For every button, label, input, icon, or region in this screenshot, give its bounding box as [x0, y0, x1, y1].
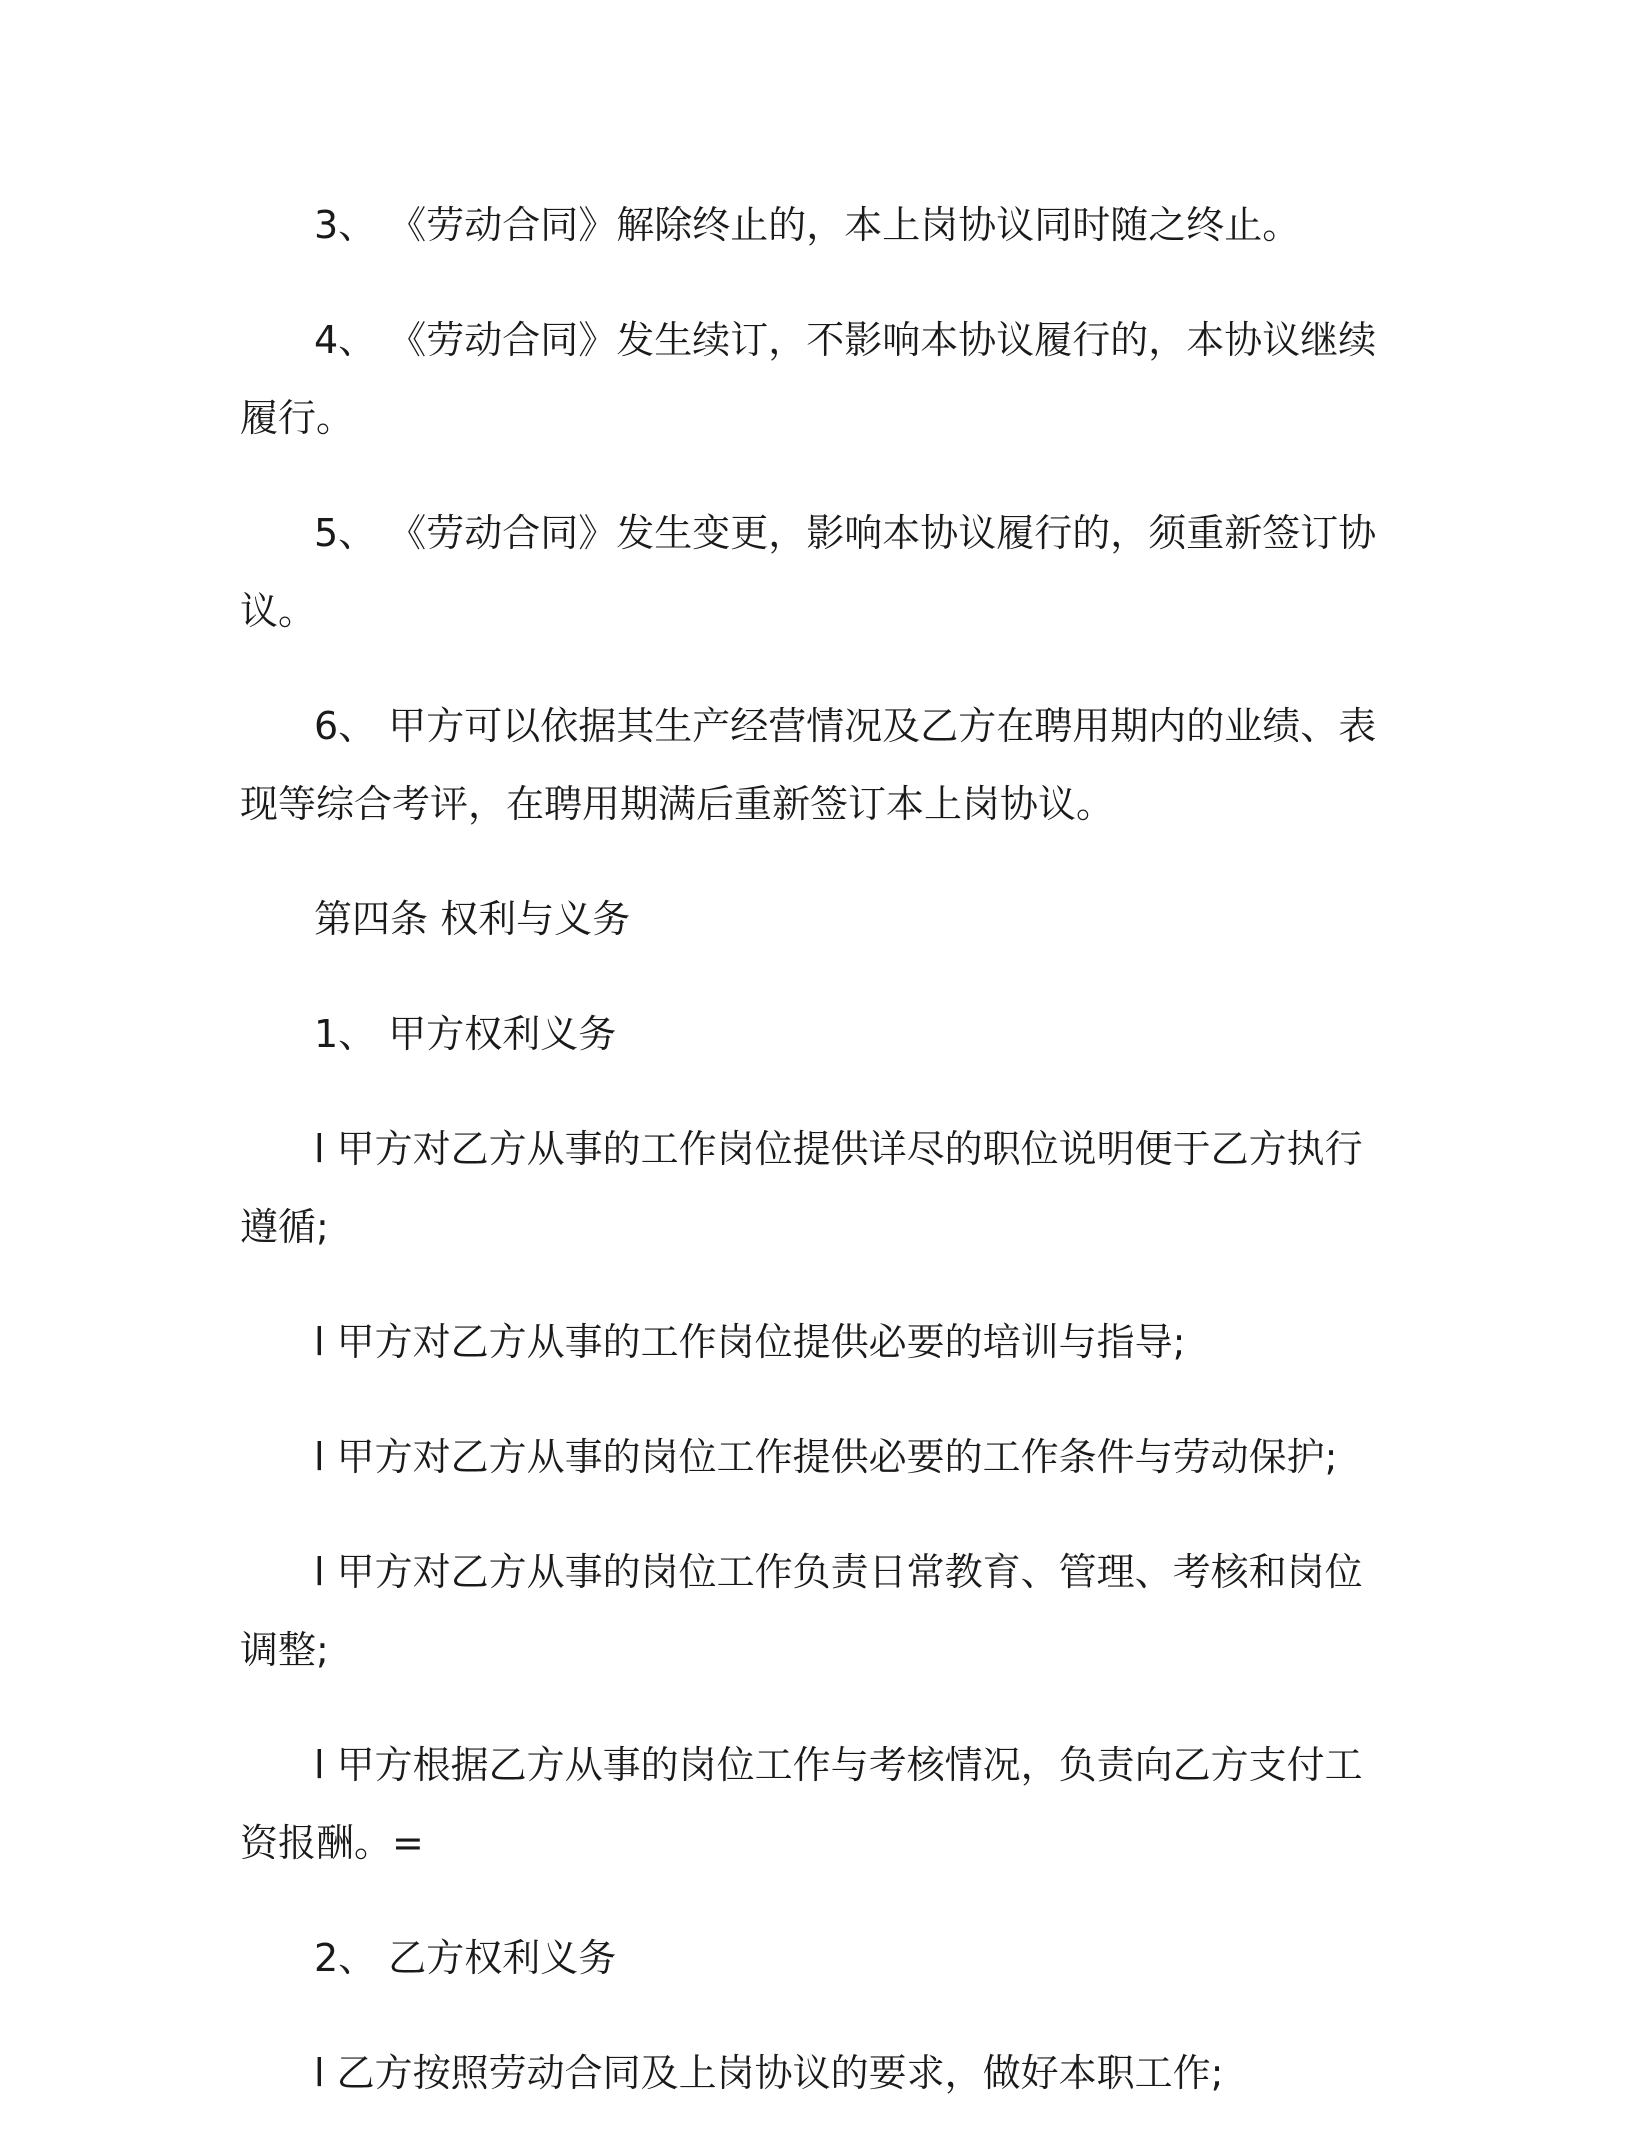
clause-5-paragraph: 5、 《劳动合同》发生变更，影响本协议履行的，须重新签订协议。: [240, 511, 1377, 633]
party-b-item-1: l 乙方按照劳动合同及上岗协议的要求，做好本职工作;: [314, 2051, 1224, 2095]
clause-6-paragraph: 6、 甲方可以依据其生产经营情况及乙方在聘用期内的业绩、表现等综合考评，在聘用期满后重新签订本上岗协议。: [240, 704, 1377, 826]
article-4-heading: 第四条 权利与义务: [314, 897, 631, 941]
clause-4-paragraph: 4、 《劳动合同》发生续订，不影响本协议履行的，本协议继续履行。: [240, 318, 1377, 440]
party-a-item-4: l 甲方对乙方从事的岗位工作负责日常教育、管理、考核和岗位调整;: [240, 1550, 1363, 1672]
party-b-rights-heading: 2、 乙方权利义务: [314, 1936, 617, 1980]
party-a-item-1: l 甲方对乙方从事的工作岗位提供详尽的职位说明便于乙方执行遵循;: [240, 1127, 1363, 1249]
document-body: [240, 186, 1400, 2149]
party-a-item-3: l 甲方对乙方从事的岗位工作提供必要的工作条件与劳动保护;: [314, 1435, 1338, 1479]
clause-3-paragraph: 3、 《劳动合同》解除终止的，本上岗协议同时随之终止。: [314, 203, 1301, 247]
party-a-rights-heading: 1、 甲方权利义务: [314, 1012, 617, 1056]
party-a-item-2: l 甲方对乙方从事的工作岗位提供必要的培训与指导;: [314, 1320, 1186, 1364]
party-a-item-5: l 甲方根据乙方从事的岗位工作与考核情况，负责向乙方支付工资报酬。=: [240, 1743, 1363, 1865]
